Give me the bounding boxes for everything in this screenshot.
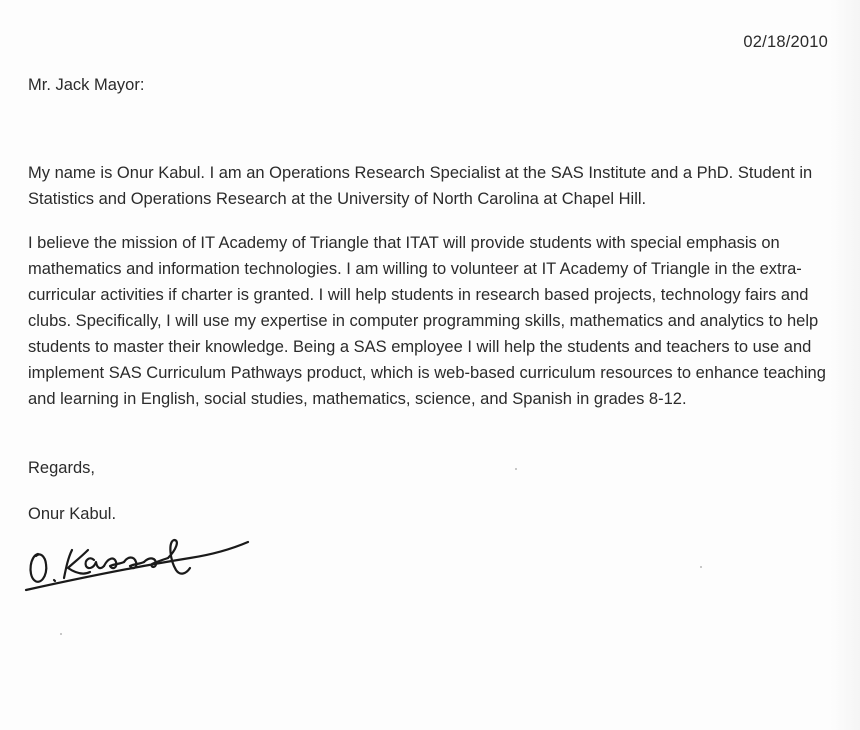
paragraph-body: I believe the mission of IT Academy of Triangle that ITAT will provide students with special emphasis on mathematics and information technologies. I am willing to volunteer at IT Academy of Triangle in the extra-curricular activities if charter is granted. I will help students in research based projects, technology fairs and clubs. Specifically, I will use my expertise in computer programming skills, mathematics and analytics to help students to master their knowledge. Being a SAS employee I will help the students and teachers to use and implement SAS Curriculum Pathways product, which is web-based curriculum resources to enhance teaching and learning in English, social studies, mathematics, science, and Spanish in grades 8-12. xyxy=(28,234,826,408)
signer-name: Onur Kabul. xyxy=(28,505,117,523)
paragraph-introduction: My name is Onur Kabul. I am an Operations Research Specialist at the SAS Institute and a PhD. Student in Statistics and Operations Research at the University of North Carolina at Chapel Hill. xyxy=(28,164,813,208)
page-edge-shade xyxy=(830,0,860,730)
closing: Regards, xyxy=(28,459,95,477)
handwritten-signature xyxy=(20,520,260,600)
letter-date: 02/18/2010 xyxy=(743,33,828,51)
paper-speck xyxy=(515,468,517,470)
paper-speck xyxy=(60,633,62,635)
paper-speck xyxy=(700,566,702,568)
salutation: Mr. Jack Mayor: xyxy=(28,76,145,94)
